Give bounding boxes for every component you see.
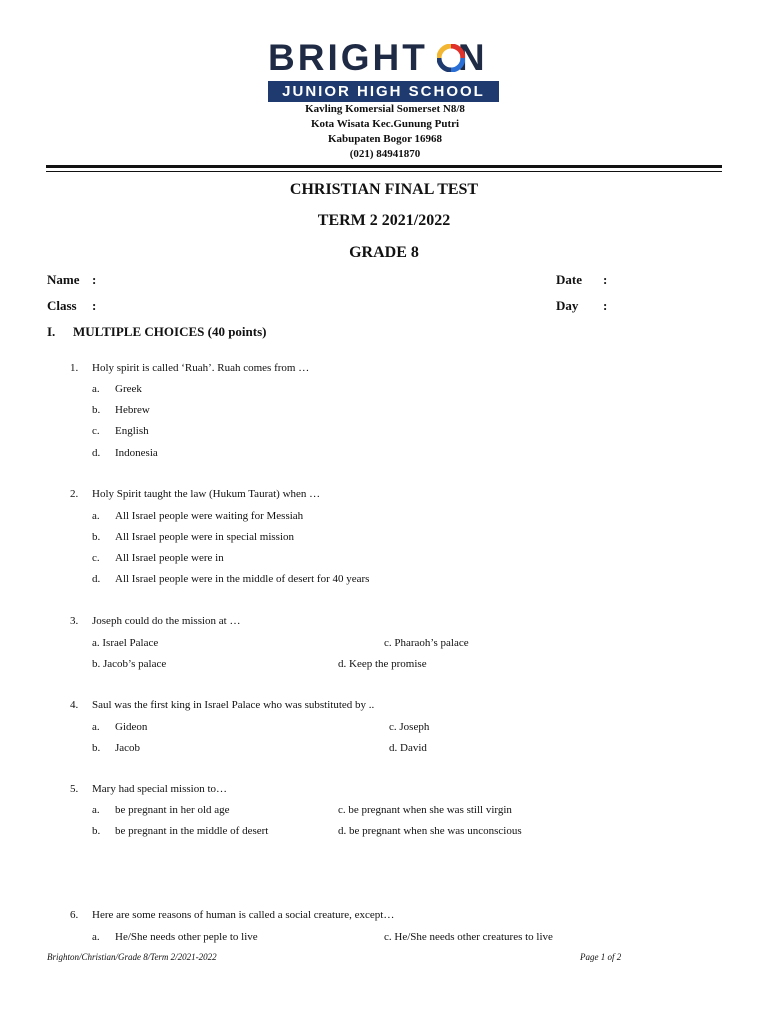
option-letter: c. [92,552,100,564]
day-label: Day [556,298,579,313]
option-letter: d. [92,447,101,459]
option-text: c. Pharaoh’s palace [384,637,469,649]
option-text: Gideon [115,721,148,733]
question-text: Mary had special mission to… [92,783,228,795]
option-text: Hebrew [115,404,150,416]
option-text: Indonesia [115,447,158,459]
address-line: Kabupaten Bogor 16968 [327,133,443,145]
option-text: c. He/She needs other creatures to live [384,931,553,943]
option-text: be pregnant in the middle of desert [115,825,269,837]
section-title: MULTIPLE CHOICES (40 points) [73,324,267,339]
grade-title: GRADE 8 [349,244,419,261]
option-letter: b. [92,531,101,543]
question-number: 3. [70,615,79,627]
option-text: Jacob [115,742,141,754]
school-logo-wordmark: BRIGHT N [268,37,488,78]
name-colon: : [92,272,97,287]
phone-number: (021) 84941870 [349,148,421,160]
question-text: Holy Spirit taught the law (Hukum Taurat) when … [92,488,321,500]
question-number: 6. [70,909,79,921]
name-label: Name [47,272,80,287]
option-letter: d. [92,573,101,585]
question-number: 1. [70,362,79,374]
option-letter: b. [92,742,101,754]
logo-ring-icon [437,44,465,72]
logo-band-junior-high: JUNIOR HIGH SCHOOL [268,81,499,102]
option-text: d. be pregnant when she was unconscious [338,825,522,837]
option-letter: a. [92,804,100,816]
footer-document-id: Brighton/Christian/Grade 8/Term 2/2021-2022 [47,952,217,962]
class-label: Class [47,298,77,313]
option-letter: b. [92,404,101,416]
option-letter: a. [92,931,100,943]
option-text: c. be pregnant when she was still virgin [338,804,512,816]
option-text: All Israel people were waiting for Messiah [115,510,304,522]
header-divider [46,165,722,168]
question-text: Here are some reasons of human is called a social creature, except… [92,909,395,921]
class-colon: : [92,298,97,313]
term-title: TERM 2 2021/2022 [317,212,451,229]
option-letter: a. [92,721,100,733]
option-letter: a. [92,383,100,395]
option-text: a. Israel Palace [92,637,159,649]
date-label: Date [556,272,582,287]
question-text: Saul was the first king in Israel Palace who was substituted by .. [92,699,375,711]
option-text: Greek [115,383,142,395]
option-text: d. Keep the promise [338,658,427,670]
question-number: 2. [70,488,79,500]
question-text: Joseph could do the mission at … [92,615,241,627]
question-number: 4. [70,699,79,711]
option-text: He/She needs other peple to live [115,931,258,943]
date-colon: : [603,272,608,287]
test-title: CHRISTIAN FINAL TEST [289,181,479,198]
option-text: English [115,425,149,437]
header-divider [46,171,722,172]
day-colon: : [603,298,608,313]
question-text: Holy spirit is called ‘Ruah’. Ruah comes from … [92,362,310,374]
option-letter: c. [92,425,100,437]
option-text: be pregnant in her old age [115,804,230,816]
option-text: c. Joseph [389,721,430,733]
option-text: b. Jacob’s palace [92,658,167,670]
question-number: 5. [70,783,79,795]
section-number: I. [47,324,56,339]
option-text: d. David [389,742,427,754]
footer-page-number: Page 1 of 2 [580,952,622,962]
option-text: All Israel people were in the middle of desert for 40 years [115,573,370,585]
address-line: Kota Wisata Kec.Gunung Putri [310,118,460,130]
option-letter: a. [92,510,100,522]
address-line: Kavling Komersial Somerset N8/8 [305,103,465,115]
option-letter: b. [92,825,101,837]
option-text: All Israel people were in special mission [115,531,295,543]
option-text: All Israel people were in [115,552,224,564]
